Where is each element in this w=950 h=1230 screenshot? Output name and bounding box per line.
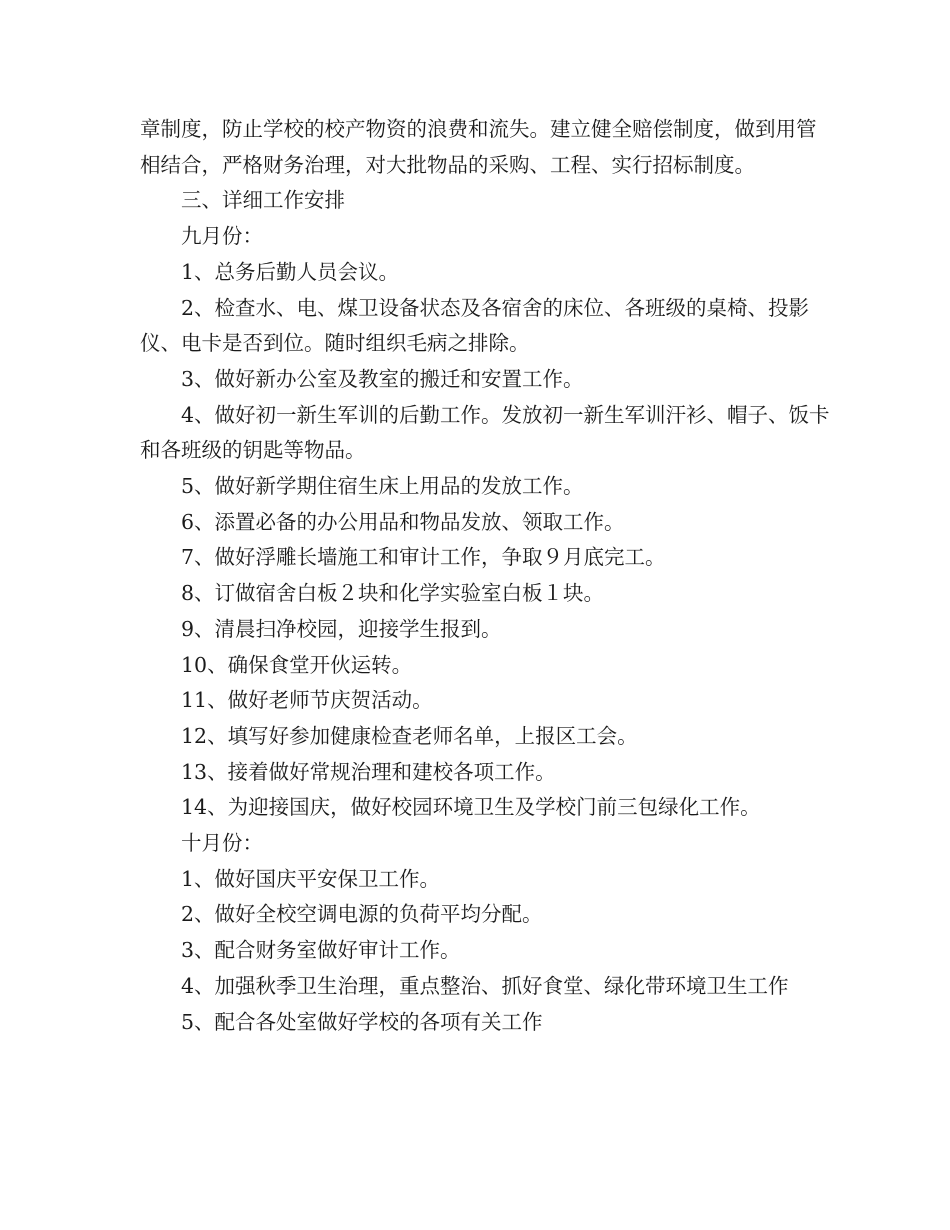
- list-item-oct-4: 4、加强秋季卫生治理，重点整治、抓好食堂、绿化带环境卫生工作: [181, 973, 789, 998]
- list-item-sep-6: 6、添置必备的办公用品和物品发放、领取工作。: [181, 509, 625, 534]
- list-item-sep-10: 10、确保食堂开伙运转。: [181, 652, 413, 677]
- list-item-sep-13: 13、接着做好常规治理和建校各项工作。: [181, 759, 556, 784]
- list-item-sep-11: 11、做好老师节庆贺活动。: [181, 688, 433, 713]
- list-item-sep-7: 7、做好浮雕长墙施工和审计工作，争取９月底完工。: [181, 545, 666, 570]
- paragraph-regulations-continued: 章制度，防止学校的校产物资的浪费和流失。建立健全赔偿制度，做到用管相结合，严格财务治理，对大批物品的采购、工程、实行招标制度。: [140, 117, 817, 177]
- list-item-sep-1: 1、总务后勤人员会议。: [181, 259, 400, 284]
- list-item-oct-2: 2、做好全校空调电源的负荷平均分配。: [181, 902, 543, 927]
- document-body: [140, 112, 830, 1040]
- list-item-oct-3: 3、配合财务室做好审计工作。: [181, 938, 461, 963]
- list-item-sep-2: 2、检查水、电、煤卫设备状态及各宿舍的床位、各班级的桌椅、投影仪、电卡是否到位。随时组织毛病之排除。: [140, 295, 810, 356]
- list-item-sep-3: 3、做好新办公室及教室的搬迁和安置工作。: [181, 366, 584, 391]
- list-item-sep-9: 9、清晨扫净校园，迎接学生报到。: [181, 616, 502, 641]
- month-heading-october: 十月份：: [181, 831, 263, 856]
- list-item-oct-5: 5、配合各处室做好学校的各项有关工作: [181, 1009, 543, 1034]
- list-item-sep-8: 8、订做宿舍白板２块和化学实验室白板１块。: [181, 581, 605, 606]
- list-item-oct-1: 1、做好国庆平安保卫工作。: [181, 866, 441, 891]
- list-item-sep-5: 5、做好新学期住宿生床上用品的发放工作。: [181, 474, 584, 499]
- list-item-sep-14: 14、为迎接国庆，做好校园环境卫生及学校门前三包绿化工作。: [181, 795, 761, 820]
- section-heading-work-arrangement: 三、详细工作安排: [181, 188, 345, 213]
- list-item-sep-4: 4、做好初一新生军训的后勤工作。发放初一新生军训汗衫、帽子、饭卡和各班级的钥匙等物品。: [140, 402, 830, 463]
- list-item-sep-12: 12、填写好参加健康检查老师名单，上报区工会。: [181, 723, 638, 748]
- month-heading-september: 九月份：: [181, 224, 263, 249]
